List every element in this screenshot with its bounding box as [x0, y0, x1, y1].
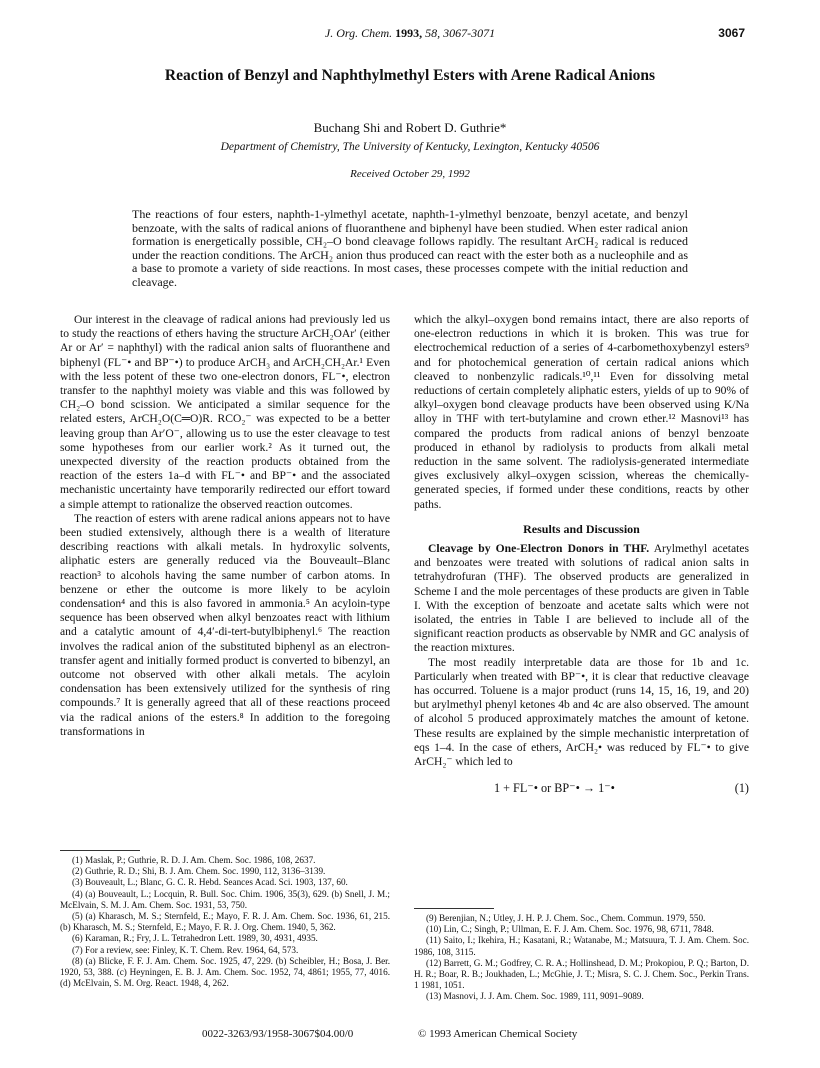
authors: Buchang Shi and Robert D. Guthrie*: [313, 120, 507, 135]
received-date: Received October 29, 1992: [350, 168, 470, 180]
footnote: (1) Maslak, P.; Guthrie, R. D. J. Am. Chem. Soc. 1986, 108, 2637.: [72, 855, 316, 865]
footnote: (8) (a) Blicke, F. F. J. Am. Chem. Soc. 1925, 47, 229. (b) Scheibler, H.; Bosa, J. Ber. 1920, 53, 388. (c) Heyningen, E. B. J. Am. Chem. Soc. 1952, 74, 4861; 1955, 77, 4016. (d) McElvain, S. M. Org. React. 1948, 4, 262.: [60, 955, 390, 989]
body-paragraph: The most readily interpretable data are those for 1b and 1c. Particularly when treated with BP⁻•, it is clear that reductive cleavage has occurred. Toluene is a major product (runs 14, 15, 16, 19, and 20) but arylmethyl phenyl ketones 4b and 4c are also observed. The amount of alcohol 5 produced approximately matches the amount of ketone. These results are explained by the simple mechanistic interpretation of eqs 1–4. In the case of ethers, ArCH₂• was reduced by FL⁻• to give ArCH₂⁻ which led to: [414, 655, 749, 769]
body-paragraph: Our interest in the cleavage of radical anions had previously led us to study the reactions of ethers having the structure ArCH₂OAr′ (either Ar or Ar′ = naphthyl) with the radical anion salts of fluoranthene and biphenyl (FL⁻• and BP⁻•) to produce ArCH₃ and ArCH₂CH₂Ar.¹ Even with the less potent of these two one-electron donors, FL⁻•, electron transfer to the naphthyl moiety was viable and this was followed by CH₂–O bond scission. We anticipated a similar sequence for the related esters, ArCH₂O(C═O)R. RCO₂⁻ was expected to be a better leaving group than Ar′O⁻, allowing us to use the ester cleavage to test some hypotheses from our earlier work.² As it turned out, the unexpected diversity of the reaction products obtained from the reaction of the esters 1a–d with FL⁻• and BP⁻• and the associated mechanistic uncertainty have temporarily redirected our effort toward a simple attempt to rationalize the observed reaction outcomes.: [60, 313, 390, 511]
footnote: (10) Lin, C.; Singh, P.; Ullman, E. F. J. Am. Chem. Soc. 1976, 98, 6711, 7848.: [426, 924, 714, 935]
equation-text: 1 + FL⁻• or BP⁻• → 1⁻•: [494, 781, 615, 796]
footnotes-right: [414, 913, 749, 1003]
footnote: (9) Berenjian, N.; Utley, J. H. P. J. Chem. Soc., Chem. Commun. 1979, 550.: [426, 913, 706, 923]
footnotes-left: [60, 855, 390, 989]
right-column: [414, 313, 749, 803]
affiliation: Department of Chemistry, The University of Kentucky, Lexington, Kentucky 40506: [220, 141, 600, 153]
footnote: (13) Masnovi, J. J. Am. Chem. Soc. 1989, 111, 9091–9089.: [426, 991, 644, 1002]
footnote: (3) Bouveault, L.; Blanc, G. C. R. Hebd. Seances Acad. Sci. 1903, 137, 60.: [72, 877, 348, 888]
journal-citation: J. Org. Chem. 1993, 58, 3067-3071: [324, 26, 496, 40]
footnote-divider: [60, 850, 140, 851]
body-paragraph: The reaction of esters with arene radical anions appears not to have been studied extensively, although there is a wealth of literature describing reactions with alkali metals. In hydroxylic solvents, aliphatic esters are generally reduced via the Bouveault–Blanc reaction³ to alcohols having the same number of carbon atoms. In benzene or ether the outcome is more likely to be acyloin condensation⁴ and this is also favored in ammonia.⁵ An acyloin-type sequence has been observed when alkyl benzoates react with lithium and a catalytic amount of 4,4′-di-tert-butylbiphenyl.⁶ The reaction involves the radical anion of the substituted biphenyl as an electron-transfer agent and initially formed product is converted to bibenzyl, an outcome not observed with other alkali metals. The acyloin condensation has been extensively utilized for the synthesis of ring compounds.⁷ It is generally agreed that all of these reactions proceed via the radical anions of the esters.⁸ In addition to the foregoing transformations in: [60, 511, 390, 738]
footnote: (12) Barrett, G. M.; Godfrey, C. R. A.; Hollinshead, D. M.; Prokopiou, P. Q.; Barton, D. H. R.; Boar, R. B.; Joukhaden, L.; McGhie, J. T.; Misra, S. C. J. Chem. Soc., Perkin Trans. 1 1981, 1051.: [414, 957, 749, 991]
footnote: (2) Guthrie, R. D.; Shi, B. J. Am. Chem. Soc. 1990, 112, 3136–3139.: [72, 866, 326, 877]
page-number: 3067: [718, 26, 745, 40]
footnote: (11) Saito, I.; Ikehira, H.; Kasatani, R.; Watanabe, M.; Matsuura, T. J. Am. Chem. Soc. 1986, 108, 3115.: [414, 935, 749, 957]
abstract: The reactions of four esters, naphth-1-ylmethyl acetate, naphth-1-ylmethyl benzoate, benzyl acetate, and benzyl benzoate, with the salts of radical anions of fluoranthene and biphenyl have been studied. When ester radical anion formation is energetically possible, CH₂–O bond cleavage follows rapidly. The resultant ArCH₂ radical is reduced under the reaction conditions. The ArCH₂ anion thus produced can react with the ester both as a nucleophile and as a base to promote a variety of side reactions. In most cases, these processes compete with the initial reduction and cleavage.: [132, 207, 688, 289]
footnote: (6) Karaman, R.; Fry, J. L. Tetrahedron Lett. 1989, 30, 4931, 4935.: [72, 933, 318, 944]
footer-copyright: © 1993 American Chemical Society: [418, 1028, 578, 1040]
equation-number: (1): [734, 781, 749, 796]
running-header: [0, 26, 820, 42]
section-heading: Results and Discussion: [523, 521, 640, 536]
footnote: (5) (a) Kharasch, M. S.; Sternfeld, E.; Mayo, F. R. J. Am. Chem. Soc. 1936, 61, 215. (b) Kharasch, M. S.; Sternfeld, E.; Mayo, F. R. J. Org. Chem. 1940, 5, 362.: [60, 911, 390, 933]
body-paragraph: Cleavage by One-Electron Donors in THF. Arylmethyl acetates and benzoates were treated with solutions of radical anion salts in tetrahydrofuran (THF). The observed products are generalized in Scheme I and the mole percentages of these products are given in Table I. With the exception of benzoate and acetate salts which were not isolated, the entries in Table I are believed to include all of the significant reaction products as observable by NMR and GC analysis of the reaction mixtures.: [414, 542, 749, 655]
article-title: Reaction of Benzyl and Naphthylmethyl Esters with Arene Radical Anions: [164, 67, 656, 84]
footer-code: 0022-3263/93/1958-3067$04.00/0: [202, 1028, 354, 1040]
footnote: (7) For a review, see: Finley, K. T. Chem. Rev. 1964, 64, 573.: [72, 944, 299, 955]
footnote-divider: [414, 908, 494, 909]
equation-1: [414, 781, 749, 803]
left-column: [60, 313, 390, 739]
body-paragraph: which the alkyl–oxygen bond remains intact, there are also reports of one-electron reductions in which it is broken. This was true for electrochemical reduction of a series of 4-carbomethoxybenzyl esters⁹ and for photochemical generation of certain radical anions which cleaved to nonbenzylic radicals.¹⁰,¹¹ Even for dissolving metal reductions of certain completely aliphatic esters, yields of up to 90% of alkyl–oxygen bond cleavage products have been observed using K/Na alloy in THF with tert-butylamine and crown ether.¹² Masnovi¹³ has compared the products from radical anions of benzyl benzoate produced in ethanol by radiolysis to products from alkali metal reduction in the same solvent. The radiolysis-generated intermediate gives exclusively alkyl–oxygen scission, whereas the chemically-generated species, if formed under these conditions, reacts by other paths.: [414, 313, 749, 511]
run-in-heading: Cleavage by One-Electron Donors in THF.: [428, 542, 650, 556]
footnote: (4) (a) Bouveault, L.; Locquin, R. Bull. Soc. Chim. 1906, 35(3), 629. (b) Snell, J. M.; McElvain, S. M. J. Am. Chem. Soc. 1931, 53, 750.: [60, 888, 390, 910]
